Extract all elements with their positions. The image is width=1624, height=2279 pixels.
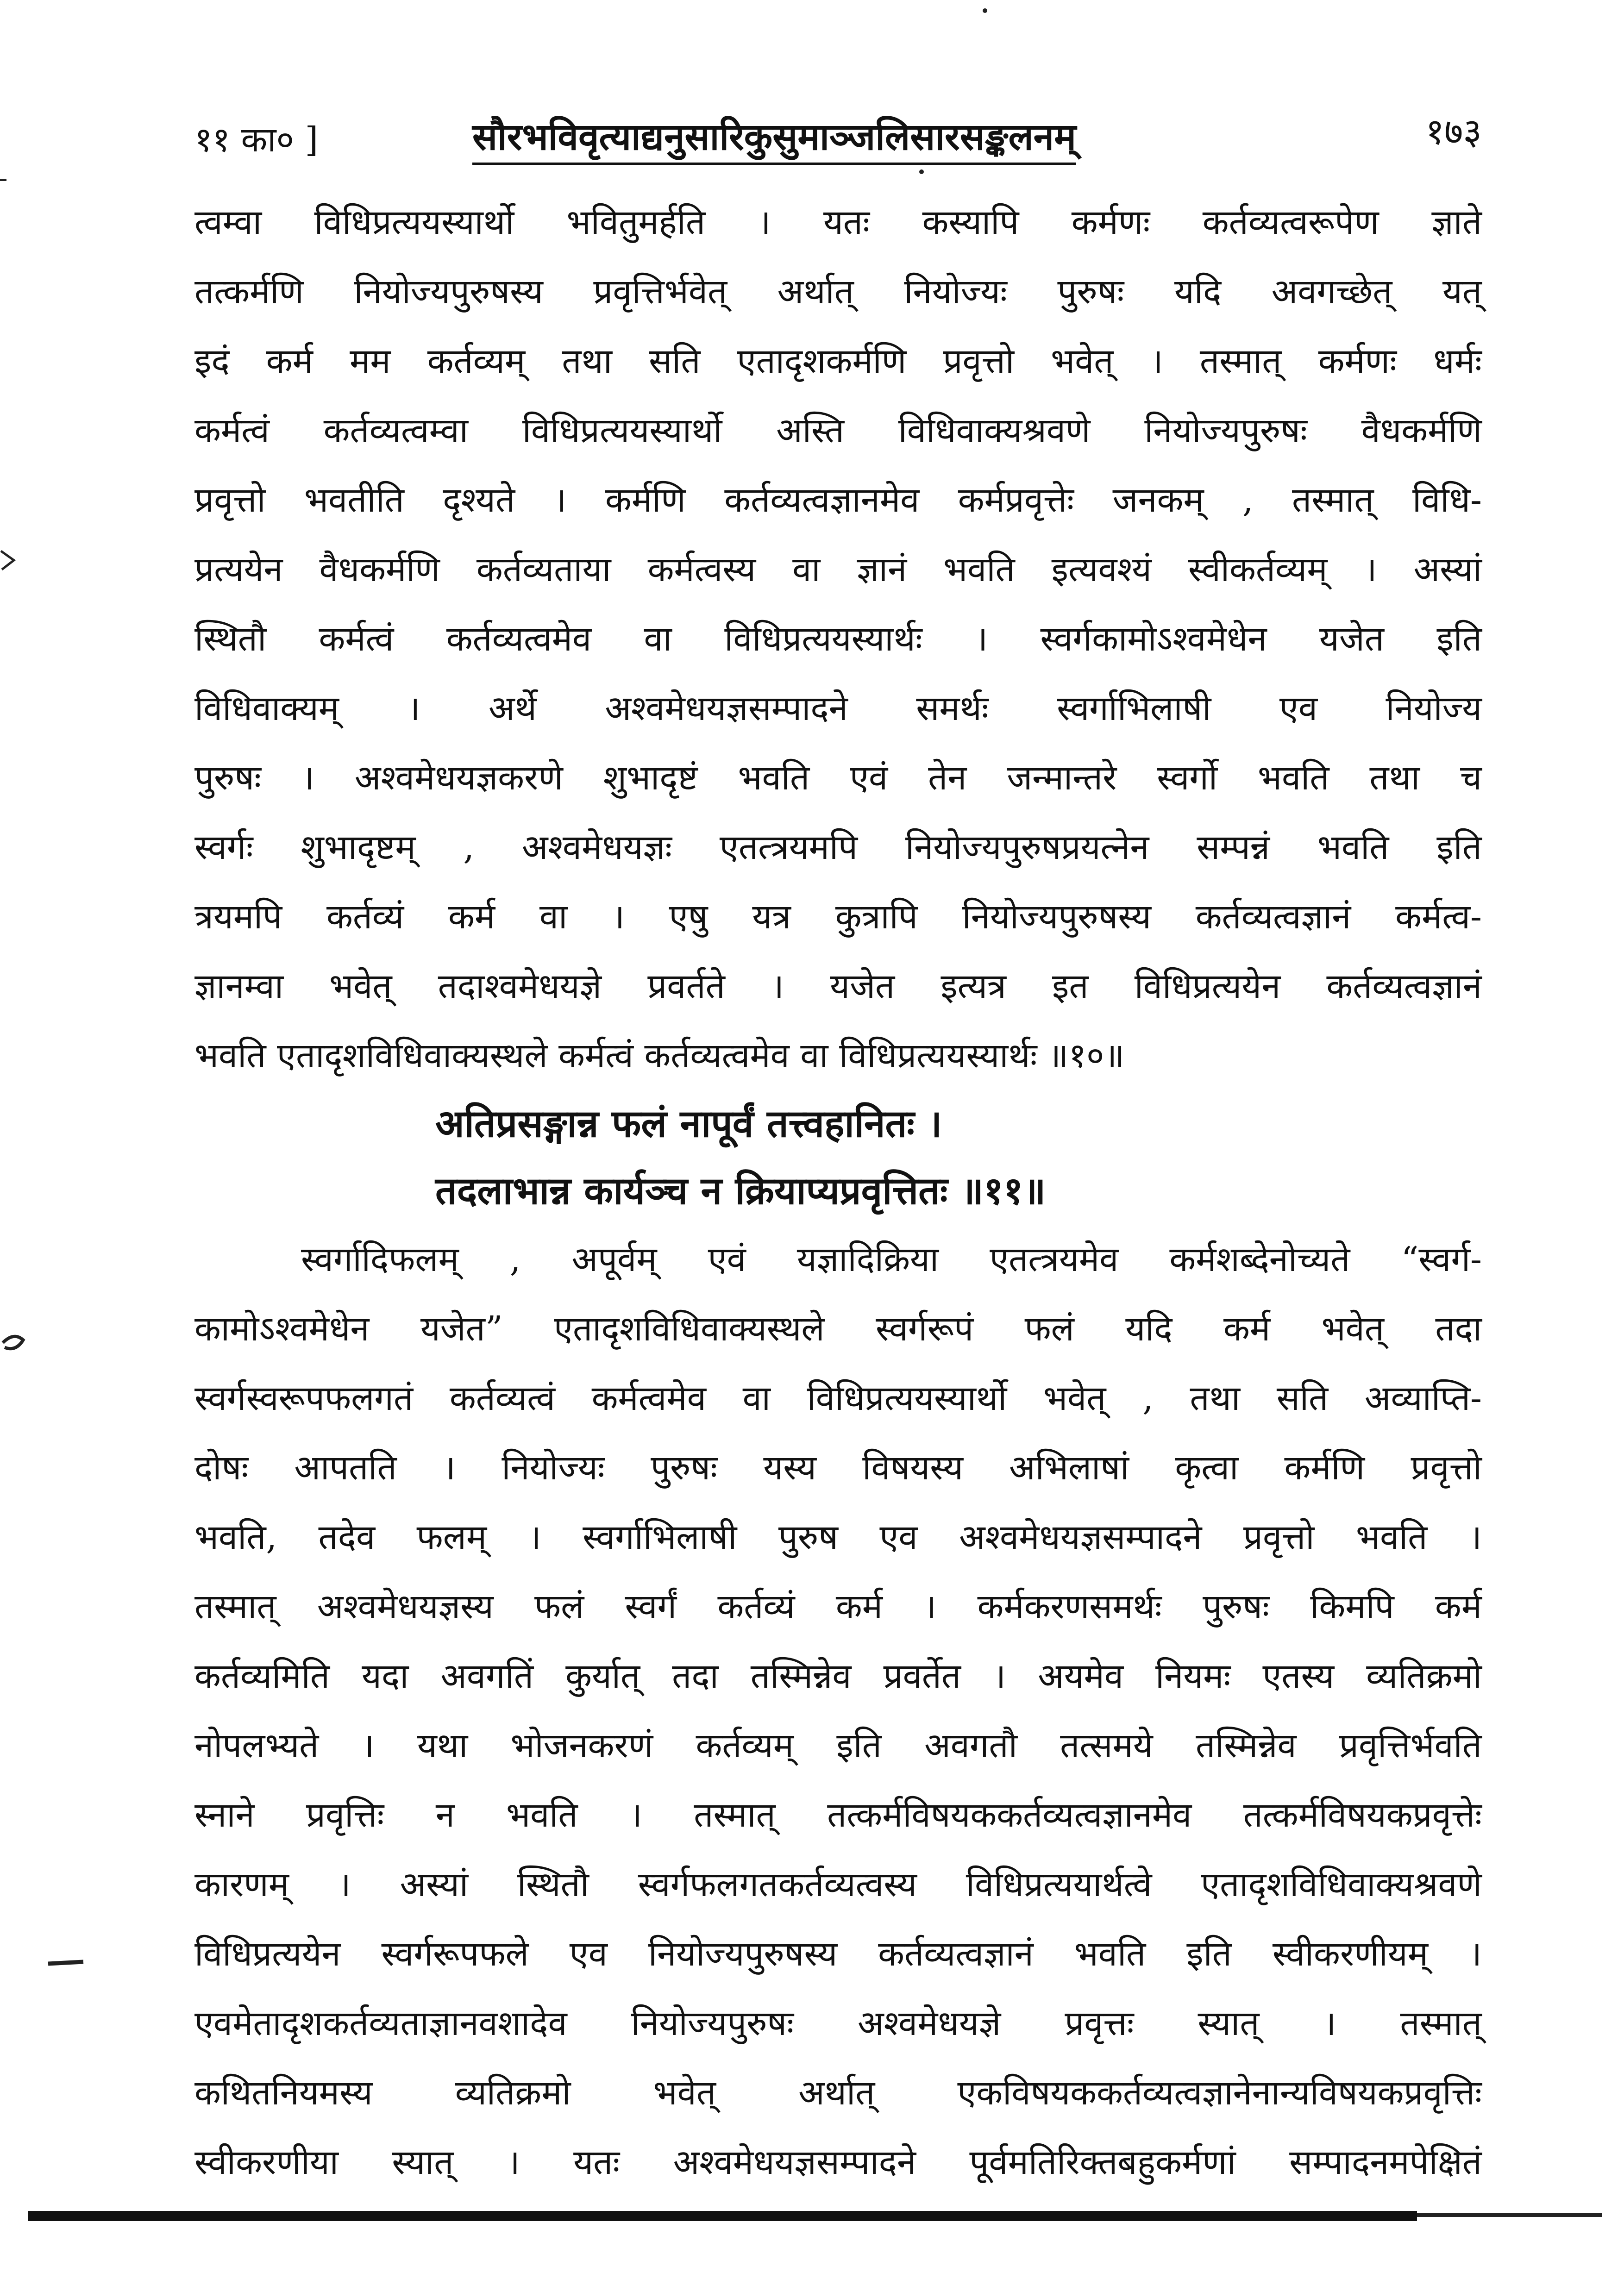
text-line: तस्मात् अश्वमेधयज्ञस्य फलं स्वर्गं कर्तव्यं कर्म । कर्मकरणसमर्थः पुरुषः किमपि कर्म [194, 1587, 1482, 1627]
verse-line-2: तदलाभान्न कार्यञ्च न क्रियाप्यप्रवृत्तितः ॥११॥ [435, 1169, 1046, 1213]
text-line: पुरुषः । अश्वमेधयज्ञकरणे शुभादृष्टं भवति एवं तेन जन्मान्तरे स्वर्गो भवति तथा च [194, 758, 1482, 798]
text-line: दोषः आपतति । नियोज्यः पुरुषः यस्य विषयस्य अभिलाषां कृत्वा कर्मणि प्रवृत्तो [194, 1448, 1482, 1488]
text-line: त्वम्वा विधिप्रत्ययस्यार्थो भवितुमर्हति । यतः कस्यापि कर्मणः कर्तव्यत्वरूपेण ज्ञाते [194, 202, 1482, 242]
text-line: स्थितौ कर्मत्वं कर्तव्यत्वमेव वा विधिप्रत्ययस्यार्थः । स्वर्गकामोऽश्वमेधेन यजेत इति [194, 619, 1482, 659]
text-line: कारणम् । अस्यां स्थितौ स्वर्गफलगतकर्तव्यत्वस्य विधिप्रत्ययार्थत्वे एतादृशविधिवाक्यश्रवणे [194, 1865, 1482, 1904]
section-reference: ११ का० ] [194, 120, 319, 160]
text-line: कामोऽश्वमेधेन यजेत” एतादृशविधिवाक्यस्थले स्वर्गरूपं फलं यदि कर्म भवेत् तदा [194, 1309, 1482, 1349]
bottom-rule-tail [1417, 2213, 1602, 2217]
text-line: प्रवृत्तो भवतीति दृश्यते । कर्मणि कर्तव्यत्वज्ञानमेव कर्मप्रवृत्तेः जनकम् , तस्मात् विधि- [194, 480, 1482, 520]
text-line: कर्तव्यमिति यदा अवगतिं कुर्यात् तदा तस्मिन्नेव प्रवर्तेत । अयमेव नियमः एतस्य व्यतिक्रमो [194, 1656, 1482, 1696]
commentary-paragraph-1 [194, 188, 1482, 1090]
text-line: कर्मत्वं कर्तव्यत्वम्वा विधिप्रत्ययस्यार्थो अस्ति विधिवाक्यश्रवणे नियोज्यपुरुषः वैधकर्मणि [194, 411, 1482, 451]
margin-dash-icon [46, 1956, 88, 1970]
print-speck [983, 8, 987, 13]
body-text [194, 188, 1482, 2197]
text-line: स्नाने प्रवृत्तिः न भवति । तस्मात् तत्कर्मविषयककर्तव्यत्वज्ञानमेव तत्कर्मविषयकप्रवृत्तेः [194, 1795, 1482, 1835]
text-line: विधिवाक्यम् । अर्थे अश्वमेधयज्ञसम्पादने समर्थः स्वर्गाभिलाषी एव नियोज्य [194, 689, 1482, 728]
text-line: स्वीकरणीया स्यात् । यतः अश्वमेधयज्ञसम्पादने पूर्वमतिरिक्तबहुकर्मणां सम्पादनमपेक्षितं [194, 2142, 1482, 2182]
margin-mark-icon [0, 546, 19, 574]
text-line: ज्ञानम्वा भवेत् तदाश्वमेधयज्ञे प्रवर्तते । यजेत इत्यत्र इत विधिप्रत्ययेन कर्तव्यत्वज्ञानं [194, 966, 1482, 1006]
commentary-paragraph-2 [194, 1225, 1482, 2197]
text-line: नोपलभ्यते । यथा भोजनकरणं कर्तव्यम् इति अवगतौ तत्समये तस्मिन्नेव प्रवृत्तिर्भवति [194, 1726, 1482, 1766]
margin-mark-icon [0, 1329, 28, 1357]
text-line: त्रयमपि कर्तव्यं कर्म वा । एषु यत्र कुत्रापि नियोज्यपुरुषस्य कर्तव्यत्वज्ञानं कर्मत्व- [194, 897, 1482, 937]
text-line: भवति एतादृशविधिवाक्यस्थले कर्मत्वं कर्तव्यत्वमेव वा विधिप्रत्ययस्यार्थः ॥१०॥ [194, 1036, 1125, 1076]
text-line: तत्कर्मणि नियोज्यपुरुषस्य प्रवृत्तिर्भवेत् अर्थात् नियोज्यः पुरुषः यदि अवगच्छेत् यत् [194, 272, 1482, 312]
print-speck [919, 169, 924, 174]
margin-tick-icon [0, 175, 9, 184]
page-number: १७३ [1425, 111, 1482, 153]
bottom-rule [28, 2211, 1417, 2221]
verse-line-1: अतिप्रसङ्गान्न फलं नापूर्वं तत्त्वहानितः । [435, 1102, 942, 1146]
text-line: इदं कर्म मम कर्तव्यम् तथा सति एतादृशकर्मणि प्रवृत्तो भवेत् । तस्मात् कर्मणः धर्मः [194, 341, 1482, 381]
text-line: एवमेतादृशकर्तव्यताज्ञानवशादेव नियोज्यपुरुषः अश्वमेधयज्ञे प्रवृत्तः स्यात् । तस्मात् [194, 2004, 1482, 2043]
text-line: भवति, तदेव फलम् । स्वर्गाभिलाषी पुरुष एव अश्वमेधयज्ञसम्पादने प्रवृत्तो भवति । [194, 1517, 1482, 1557]
text-line: स्वर्गादिफलम् , अपूर्वम् एवं यज्ञादिक्रिया एतत्त्रयमेव कर्मशब्देनोच्यते “स्वर्ग- [301, 1240, 1482, 1279]
karika-verse [194, 1090, 1482, 1225]
running-title: सौरभविवृत्याद्यनुसारिकुसुमाञ्जलिसारसङ्कलनम् [472, 110, 1076, 165]
text-line: प्रत्ययेन वैधकर्मणि कर्तव्यताया कर्मत्वस्य वा ज्ञानं भवति इत्यवश्यं स्वीकर्तव्यम् । अस्यां [194, 550, 1482, 589]
text-line: कथितनियमस्य व्यतिक्रमो भवेत् अर्थात् एकविषयककर्तव्यत्वज्ञानेनान्यविषयकप्रवृत्तिः [194, 2073, 1482, 2113]
text-line: विधिप्रत्ययेन स्वर्गरूपफले एव नियोज्यपुरुषस्य कर्तव्यत्वज्ञानं भवति इति स्वीकरणीयम् । [194, 1934, 1482, 1974]
text-line: स्वर्गः शुभादृष्टम् , अश्वमेधयज्ञः एतत्त्रयमपि नियोज्यपुरुषप्रयत्नेन सम्पन्नं भवति इति [194, 827, 1482, 867]
page-header [194, 106, 1482, 161]
text-line: स्वर्गस्वरूपफलगतं कर्तव्यत्वं कर्मत्वमेव वा विधिप्रत्ययस्यार्थो भवेत् , तथा सति अव्याप्ति- [194, 1378, 1482, 1418]
